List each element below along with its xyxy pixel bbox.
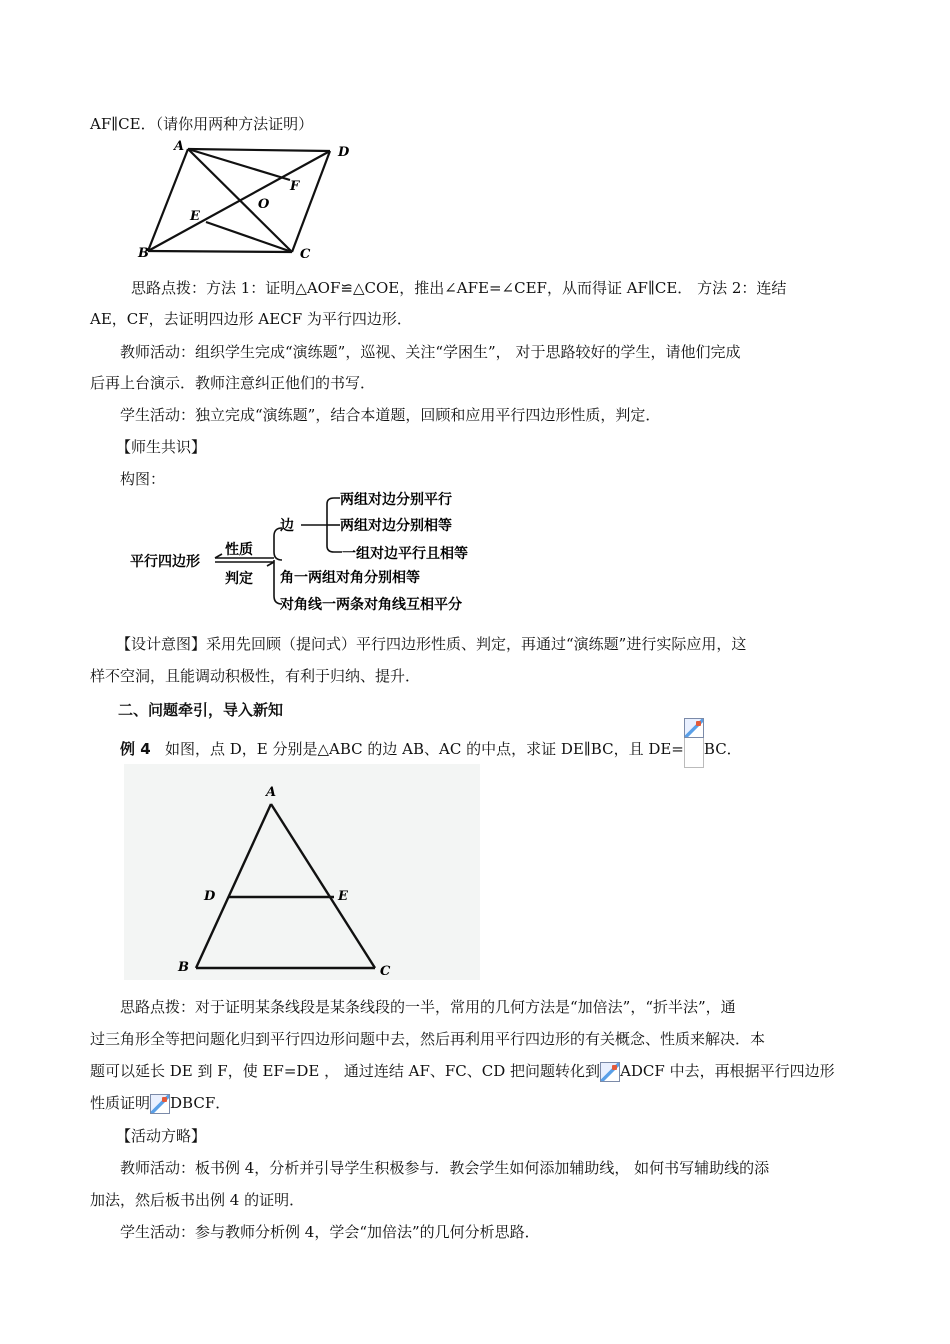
vertex-B-label: B (138, 246, 149, 261)
concept-side1: 两组对边分别平行 (340, 492, 452, 508)
vertex-D-label: D (338, 145, 350, 160)
hint2-line4 (90, 1093, 860, 1114)
concept-root: 平行四边形 (130, 554, 200, 570)
section2-heading: 二、问题牵引，导入新知 (118, 701, 284, 719)
hint2-line2: 过三角形全等把问题化归到平行四边形问题中去，然后再利用平行四边形的有关概念、性质来解决．本 (90, 1030, 766, 1048)
hint2-line3 (90, 1061, 860, 1082)
concept-judgement: 判定 (225, 571, 253, 587)
design-line1: 【设计意图】采用先回顾（提问式）平行四边形性质、判定，再通过“演练题”进行实际应用，这 (116, 635, 747, 653)
hint2-line4-a: 性质证明 (90, 1094, 151, 1112)
concept-side2: 两组对边分别相等 (340, 518, 452, 534)
teacher2-line2: 加法，然后板书出例 4 的证明． (90, 1191, 305, 1209)
teacher1-line1: 教师活动：组织学生完成“演练题”，巡视、关注“学困生”， 对于思路较好的学生，请他们完成 (120, 343, 741, 361)
concept-side: 边 (280, 518, 294, 534)
parallelogram-symbol-icon (600, 1062, 620, 1082)
student1: 学生活动：独立完成“演练题”，结合本道题，回顾和应用平行四边形性质，判定． (120, 406, 661, 424)
hint2-line3-b: ADCF 中去，再根据平行四边形 (620, 1062, 835, 1080)
concept-map (122, 488, 522, 618)
hint1-line2: AE，CF，去证明四边形 AECF 为平行四边形． (90, 310, 412, 328)
problem-continuation: AF∥CE．（请你用两种方法证明） (90, 115, 314, 133)
student2: 学生活动：参与教师分析例 4，学会“加倍法”的几何分析思路． (120, 1223, 540, 1241)
vertex-A-label: A (174, 139, 185, 154)
concept-side3: 一组对边平行且相等 (342, 546, 468, 562)
tri-vertex-C: C (380, 964, 391, 979)
example4-text: 如图，点 D，E 分别是△ABC 的边 AB、AC 的中点，求证 DE∥BC，且 DE= (164, 740, 684, 758)
hint2-line1: 思路点拨：对于证明某条线段是某条线段的一半，常用的几何方法是“加倍法”，“折半法”，通 (120, 998, 736, 1016)
point-E-label: E (190, 209, 200, 224)
tri-point-D: D (204, 889, 216, 904)
concept-property: 性质 (225, 542, 253, 558)
tri-vertex-A: A (266, 785, 277, 800)
tri-vertex-B: B (178, 960, 189, 975)
triangle-figure (124, 764, 480, 980)
fraction-image-icon (684, 718, 704, 768)
point-O-label: O (258, 197, 270, 212)
point-F-label: F (290, 179, 300, 194)
hint2-line4-b: DBCF． (170, 1094, 231, 1112)
example4-label: 例 4 (120, 740, 151, 758)
teacher1-line2: 后再上台演示．教师注意纠正他们的书写． (90, 374, 376, 392)
consensus-heading: 【师生共识】 (116, 438, 207, 456)
concept-diagonal: 对角线一两条对角线互相平分 (280, 597, 462, 613)
design-line2: 样不空洞，且能调动积极性，有利于归纳、提升． (90, 667, 421, 685)
vertex-C-label: C (300, 247, 311, 262)
goutu-label: 构图： (120, 470, 166, 488)
example4-tail: BC． (703, 740, 742, 758)
concept-angle: 角一两组对角分别相等 (280, 570, 420, 586)
teacher2-line1: 教师活动：板书例 4，分析并引导学生积极参与．教会学生如何添加辅助线， 如何书写辅助线的添 (120, 1159, 770, 1177)
hint1-line1: 思路点拨：方法 1：证明△AOF≌△COE，推出∠AFE=∠CEF，从而得证 AF∥CE． 方法 2：连结 (131, 279, 787, 297)
example4-line (120, 732, 860, 768)
parallelogram-figure (130, 136, 370, 262)
tri-point-E: E (338, 889, 348, 904)
parallelogram-symbol-icon (150, 1094, 170, 1114)
hint2-line3-a: 题可以延长 DE 到 F，使 EF=DE ， 通过连结 AF、FC、CD 把问题转化到 (90, 1062, 601, 1080)
activity-heading: 【活动方略】 (116, 1127, 207, 1145)
